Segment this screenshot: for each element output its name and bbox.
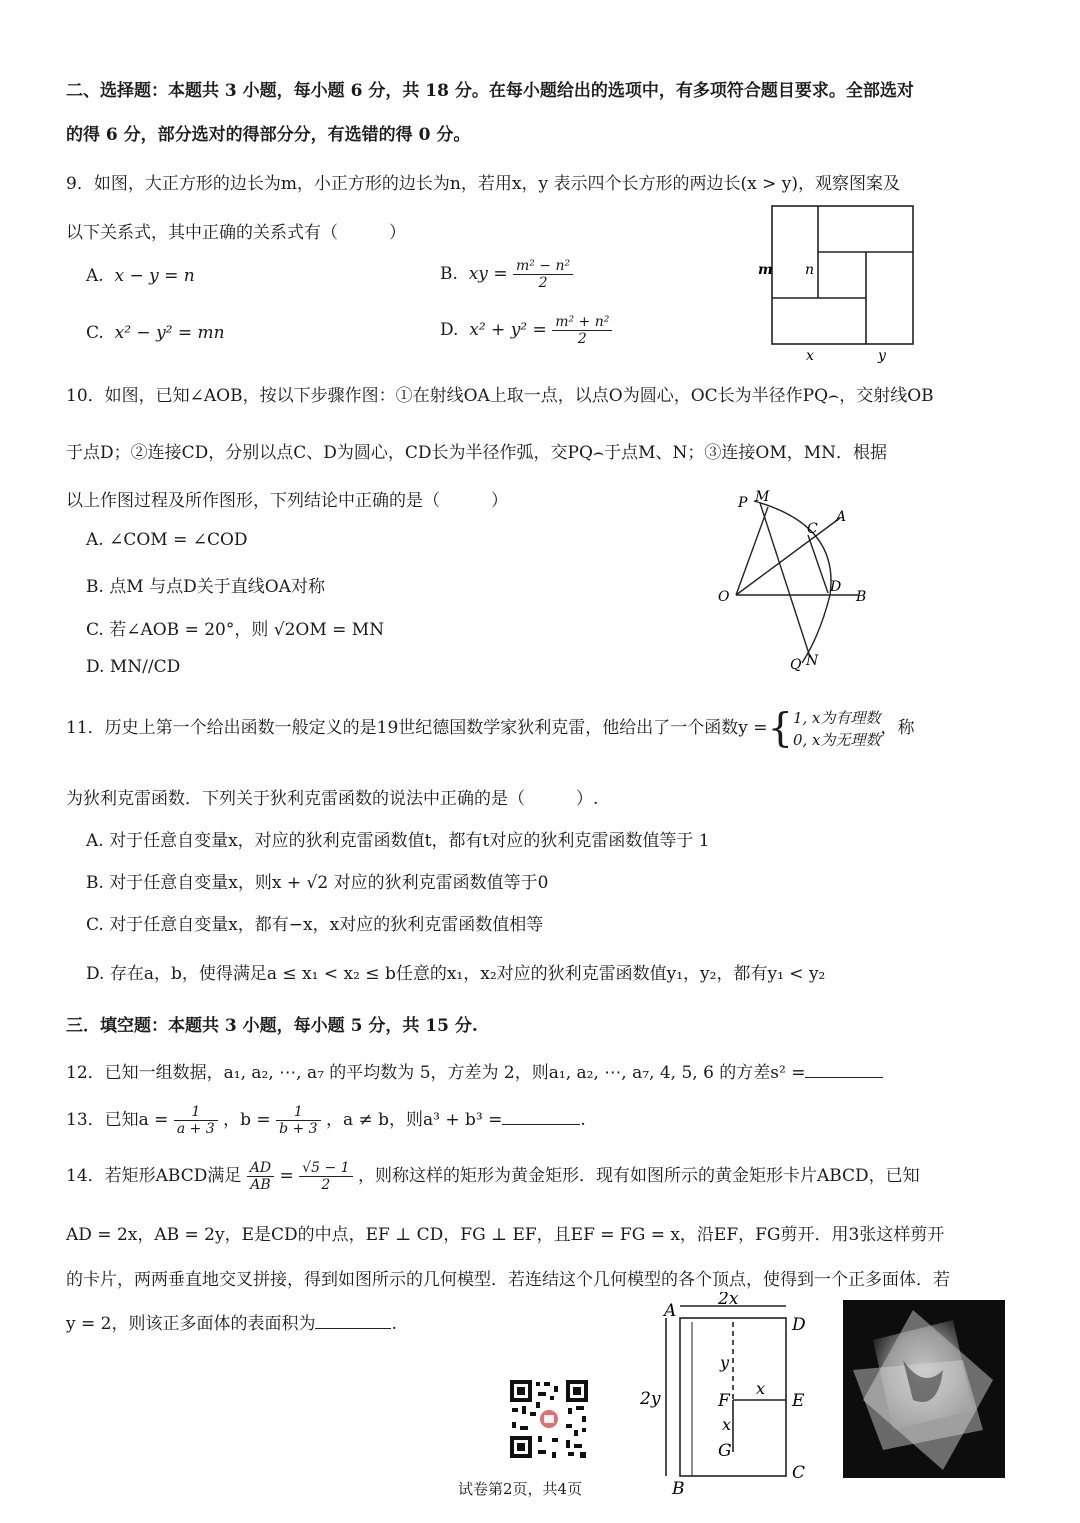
q9-label-x: x xyxy=(806,348,814,364)
q10-label-b: B xyxy=(856,589,867,605)
q10-option-a: A. ∠COM = ∠COD xyxy=(86,530,248,550)
q10-label-p: P xyxy=(738,495,748,511)
q14-label-c: C xyxy=(792,1463,806,1483)
q11-case-rational: 1, x为有理数 xyxy=(792,708,881,727)
q10-label-q: Q xyxy=(790,657,802,673)
q14-label-2y: 2y xyxy=(640,1389,661,1409)
q9-label-y: y xyxy=(878,348,886,364)
q14-stem-line2: AD = 2x，AB = 2y，E是CD的中点，EF ⊥ CD，FG ⊥ EF，且EF = FG = x，沿EF，FG剪开．用3张这样剪开 xyxy=(66,1225,945,1245)
q14-label-e: E xyxy=(792,1391,805,1411)
q14-golden-rectangle-figure xyxy=(636,1292,821,1502)
q10-label-a: A xyxy=(836,509,847,525)
q10-stem-line3: 以上作图过程及所作图形，下列结论中正确的是（ ） xyxy=(66,491,508,511)
q9-square-figure xyxy=(750,200,925,368)
q11-option-b: B. 对于任意自变量x，则x + √2 对应的狄利克雷函数值等于0 xyxy=(86,873,549,893)
q10-option-c: C. 若∠AOB = 20°，则 √2OM = MN xyxy=(86,620,385,640)
q13-stem: 13．已知a = $\frac{1}{a + 3}$ ，b = $\frac{1}{b + 3}$ ，a ≠ b，则a³ + b³ = . xyxy=(66,1104,586,1137)
q11-stem-line2: 为狄利克雷函数．下列关于狄利克雷函数的说法中正确的是（ ）. xyxy=(66,789,599,809)
section-2-heading-line1: 二、选择题：本题共 3 小题，每小题 6 分，共 18 分。在每小题给出的选项中，有多项符合题目要求。全部选对 xyxy=(66,81,914,101)
q11-stem-line1: 11．历史上第一个给出函数一般定义的是19世纪德国数学家狄利克雷，他给出了一个函数y ={1, x为有理数 0, x为无理数，称 xyxy=(66,705,915,752)
q14-label-a: A xyxy=(664,1301,677,1321)
q9-stem-line2: 以下关系式，其中正确的关系式有（ ） xyxy=(66,223,406,243)
q14-label-x-ef: x xyxy=(756,1379,766,1398)
q10-segment-om xyxy=(736,507,768,595)
q9-option-b: B. xy = $\frac{\text{m² − n²}}{2}$ xyxy=(440,258,573,291)
q10-label-o: O xyxy=(718,589,730,605)
q11-option-d: D. 存在a，b，使得满足a ≤ x₁ < x₂ ≤ b任意的x₁，x₂对应的狄利克雷函数值y₁，y₂，都有y₁ < y₂ xyxy=(86,964,826,984)
q9-label-m: m xyxy=(758,262,773,278)
q10-label-m: M xyxy=(755,489,770,505)
qr-code xyxy=(508,1378,590,1460)
q14-label-g: G xyxy=(718,1441,732,1461)
q10-label-c: C xyxy=(807,521,818,537)
q14-label-d: D xyxy=(792,1315,806,1335)
section-3-heading: 三．填空题：本题共 3 小题，每小题 5 分，共 15 分. xyxy=(66,1016,478,1036)
q11-option-a: A. 对于任意自变量x，对应的狄利克雷函数值t，都有t对应的狄利克雷函数值等于 1 xyxy=(86,831,710,851)
q9-outer-square xyxy=(772,206,913,344)
q10-construction-figure xyxy=(710,485,885,675)
q10-stem-line2: 于点D；②连接CD，分别以点C、D为圆心，CD长为半径作弧，交PQ⌢于点M、N；③连接OM，MN．根据 xyxy=(66,443,888,463)
q14-stem-line1: 14．若矩形ABCD满足 $\frac{AD}{AB}$ = $\frac{√5 - 1}{2}$ ，则称这样的矩形为黄金矩形．现有如图所示的黄金矩形卡片ABCD，已知 xyxy=(66,1160,920,1193)
q11-option-c: C. 对于任意自变量x，都有−x，x对应的狄利克雷函数值相等 xyxy=(86,915,544,935)
q9-option-c: C. x² − y² = mn xyxy=(86,323,225,343)
q13-answer-blank[interactable] xyxy=(502,1124,580,1125)
q14-label-b: B xyxy=(672,1479,685,1499)
q10-option-b: B. 点M 与点D关于直线OA对称 xyxy=(86,577,325,597)
q10-arc-pq xyxy=(754,501,831,663)
q14-label-x-fg: x xyxy=(722,1415,732,1434)
q14-label-y: y xyxy=(720,1353,730,1372)
q14-model-photo xyxy=(843,1300,1005,1478)
q14-stem-line4: y = 2，则该正多面体的表面积为 . xyxy=(66,1314,397,1334)
q9-label-n: n xyxy=(805,262,815,278)
q10-stem-line1: 10．如图，已知∠AOB，按以下步骤作图：①在射线OA上取一点，以点O为圆心，OC长为半径作PQ⌢，交射线OB xyxy=(66,386,934,406)
q9-option-a: A. x − y = n xyxy=(86,266,195,286)
section-2-heading-line2: 的得 6 分，部分选对的得部分分，有选错的得 0 分。 xyxy=(66,125,471,145)
q12-stem: 12．已知一组数据，a₁, a₂, ⋯, a₇ 的平均数为 5，方差为 2，则a₁, a₂, ⋯, a₇, 4, 5, 6 的方差s² = xyxy=(66,1058,883,1083)
q9-stem-line1: 9．如图，大正方形的边长为m，小正方形的边长为n，若用x，y 表示四个长方形的两边长(x > y)，观察图案及 xyxy=(66,174,900,194)
q10-segment-mn xyxy=(760,503,810,657)
q14-answer-blank[interactable] xyxy=(315,1328,391,1329)
page-footer: 试卷第2页，共4页 xyxy=(458,1480,583,1498)
q10-label-n: N xyxy=(806,653,819,669)
q10-option-d: D. MN//CD xyxy=(86,657,181,677)
q14-stem-line3: 的卡片，两两垂直地交叉拼接，得到如图所示的几何模型．若连结这个几何模型的各个顶点，使得到一个正多面体．若 xyxy=(66,1270,950,1290)
q10-label-d: D xyxy=(830,579,842,595)
q14-label-2x: 2x xyxy=(718,1292,739,1309)
q9-option-d: D. x² + y² = $\frac{\text{m² + n²}}{2}$ xyxy=(440,314,612,347)
q14-label-f: F xyxy=(718,1391,730,1411)
q11-case-irrational: 0, x为无理数 xyxy=(792,730,881,749)
q12-answer-blank[interactable] xyxy=(805,1077,883,1078)
